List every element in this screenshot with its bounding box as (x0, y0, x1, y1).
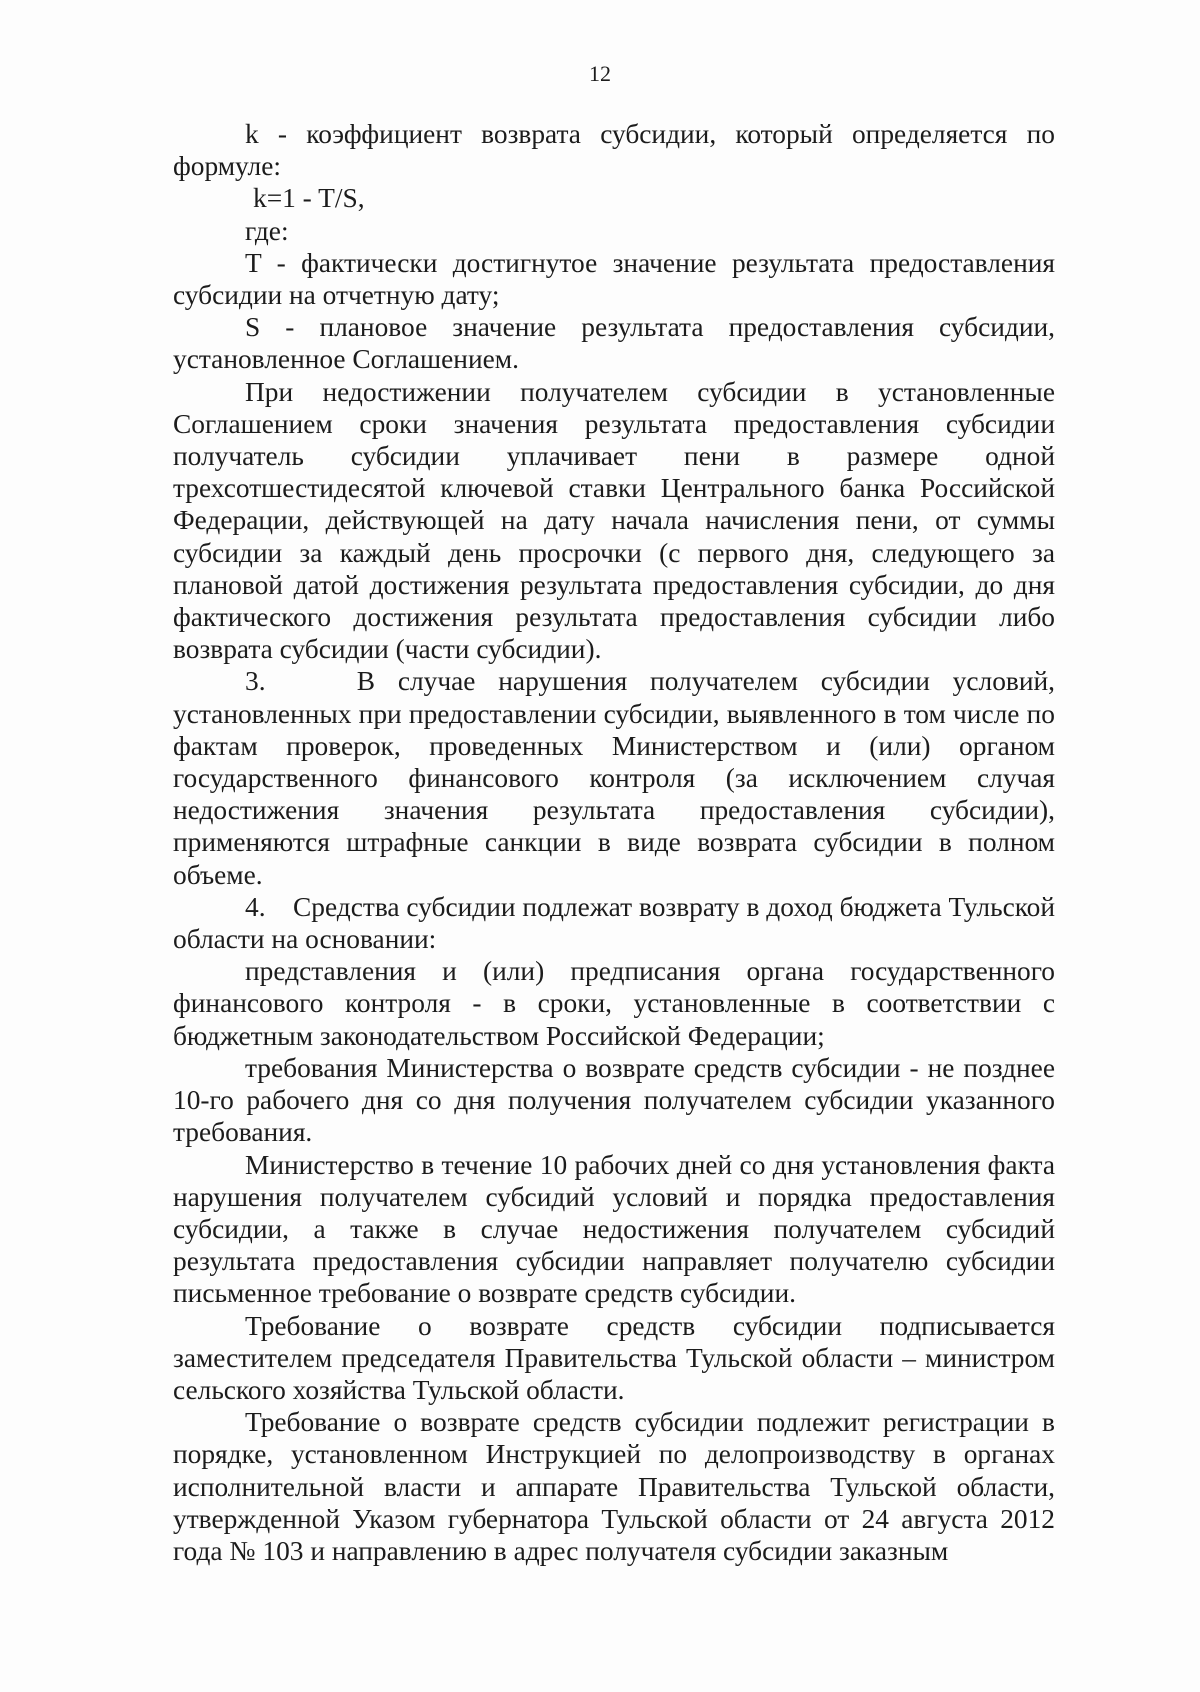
paragraph: представления и (или) предписания органа государственного финансового контроля - в сроки, установленные в соответствии с бюджетным законодательством Российской Федерации; (173, 956, 1055, 1051)
paragraph: где: (245, 215, 289, 246)
paragraph: 3. В случае нарушения получателем субсидии условий, установленных при предоставлении субсидии, выявленного в том числе по фактам проверок, проведенных Министерством и (или) органом государственного финансового контроля (за исключением случая недостижения значения результата предоставления субсидии), применяются штрафные санкции в виде возврата субсидии в полном объеме. (173, 666, 1062, 890)
paragraph: k - коэффициент возврата субсидии, который определяется по формуле: (173, 119, 1055, 182)
page-number: 12 (589, 61, 611, 86)
paragraph: Министерство в течение 10 рабочих дней со дня установления факта нарушения получателем субсидий условий и порядка предоставления субсидии, а также в случае недостижения получателем субсидий результата предоставления субсидии направляет получателю субсидии письменное требование о возврате средств субсидии. (173, 1149, 1055, 1309)
paragraph: 4. Средства субсидии подлежат возврату в доход бюджета Тульской области на основании: (173, 891, 1062, 955)
paragraph: Требование о возврате средств субсидии подлежит регистрации в порядке, установленном Инструкцией по делопроизводству в органах исполнительной власти и аппарате Правительства Тульской области, утвержденной Указом губернатора Тульской области от 24 августа 2012 года № 103 и направлению в адрес получателя субсидии заказным (173, 1407, 1055, 1566)
paragraph: требования Министерства о возврате средств субсидии - не позднее 10-го рабочего дня со дня получения получателем субсидии указанного требования. (173, 1052, 1055, 1148)
paragraph: S - плановое значение результата предоставления субсидии, установленное Соглашением. (173, 312, 1055, 375)
document-body (173, 118, 1062, 1567)
paragraph: При недостижении получателем субсидии в установленные Соглашением сроки значения результата предоставления субсидии получатель субсидии уплачивает пени в размере одной трехсотшестидесятой ключевой ставки Центрального банка Российской Федерации, действующей на дату начала начисления пени, от суммы субсидии за каждый день просрочки (с первого дня, следующего за плановой датой достижения результата предоставления субсидии, до дня фактического достижения результата предоставления субсидии либо возврата субсидии (части субсидии). (173, 376, 1055, 665)
paragraph: T - фактически достигнутое значение результата предоставления субсидии на отчетную дату; (173, 247, 1055, 311)
paragraph: Требование о возврате средств субсидии подписывается заместителем председателя Правительства Тульской области – министром сельского хозяйства Тульской области. (173, 1310, 1055, 1405)
formula: k=1 - T/S, (253, 183, 365, 214)
